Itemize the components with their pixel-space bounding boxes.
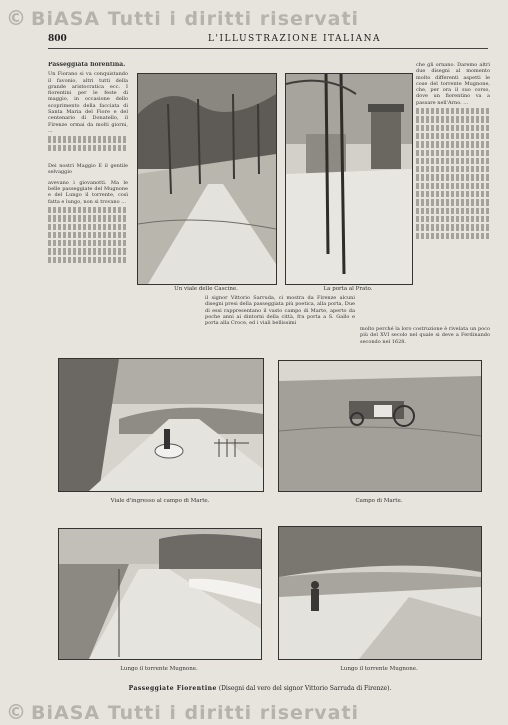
- watermark-bottom: [6, 700, 359, 724]
- text-line: [416, 108, 490, 114]
- center-text-block: [205, 295, 355, 337]
- text-line: [48, 224, 128, 230]
- page-header: [48, 34, 488, 48]
- illustration-viale-ingresso: [58, 358, 264, 492]
- watermark-text: BiASA Tutti i diritti riservati: [31, 8, 360, 30]
- center-text: il signor Vittorio Sarruda, ci mostra da Firenze alcuni disegni presi della passeggiata più poetica, alla porta, Due di essi rappresentano il vasto campo di Marte, aperto da poche anni ai dintorni della città, fra porta a S. Gallo e porta alla Croce, ed i viali bellissimi: [205, 295, 355, 327]
- text-line: [416, 224, 490, 230]
- text-line: [416, 199, 490, 205]
- caption-mugnone-2: Lungo il torrente Mugnone.: [340, 666, 418, 672]
- footer-title: Passeggiate Fiorentine: [128, 685, 217, 692]
- right-low-text: molto perché la loro costruzione è rivelata un poco più del XVI secolo nel quale si deve a Ferdinando secondo nel 1628.: [360, 326, 490, 345]
- text-line: [48, 207, 128, 213]
- left-low-text: avevano i giovanotti. Ma le belle passeggiate del Mugnone e del Lungo il torrente, così fatta e lungo, non si trovano ...: [48, 179, 128, 205]
- text-line: [48, 232, 128, 238]
- text-line: [416, 191, 490, 197]
- copyright-symbol: ©: [6, 700, 27, 724]
- caption-viale-ingresso: Viale d'ingresso al campo di Marte.: [110, 498, 210, 504]
- right-top-text: che gli ornano. Daremo altri due disegni al momento molto differenti aspetti le cose del torrente Mugnone, che, per ora il suo corso, dove un fiorentino va a passare nell'Arno. ...: [416, 62, 490, 106]
- text-line: [416, 116, 490, 122]
- left-mid-text: Dei nostri Maggio E il gentile selvaggio: [48, 163, 128, 176]
- left-text-column: [48, 62, 128, 362]
- page-number: 800: [48, 34, 67, 44]
- text-line: [416, 133, 490, 139]
- text-line: [416, 183, 490, 189]
- text-line: [416, 125, 490, 131]
- right-low-text-block: [360, 326, 490, 350]
- watermark-top: [6, 6, 359, 30]
- right-text-column: [416, 62, 490, 324]
- text-line: [416, 174, 490, 180]
- text-line: [48, 240, 128, 246]
- article-heading: Passeggiata fiorentina.: [48, 62, 126, 68]
- text-line: [48, 257, 128, 263]
- text-line: [48, 215, 128, 221]
- caption-porta-prato: La porta al Prato.: [323, 286, 373, 292]
- illustration-porta-prato: [285, 73, 413, 285]
- footer-credit: (Disegni dal vero del signor Vittorio Sarruda di Firenze).: [218, 685, 392, 692]
- text-line: [416, 208, 490, 214]
- text-line: [48, 145, 128, 151]
- illustration-mugnone-2: [278, 526, 482, 660]
- text-line: [416, 141, 490, 147]
- text-line: [416, 150, 490, 156]
- journal-title: L'ILLUSTRAZIONE ITALIANA: [208, 34, 381, 44]
- text-line: [48, 136, 128, 142]
- text-line: [416, 216, 490, 222]
- caption-campo-marte: Campo di Marte.: [355, 498, 403, 504]
- text-line: [416, 158, 490, 164]
- text-line: [48, 248, 128, 254]
- caption-cascine: Un viale delle Cascine.: [174, 286, 238, 292]
- page-footer-caption: [90, 685, 430, 692]
- copyright-symbol: ©: [6, 6, 27, 30]
- illustration-cascine: [137, 73, 277, 285]
- left-intro-text: Un Fiorano si va conquistando il favonio, altri tutti della grande aristocratica ecc. I fiorentini per le feste di maggio, in occasione dello scoprimento della facciata di Santa Maria del Fiore e del centenario di Donatello, il Firenze ormai da molti giorni, ...: [48, 71, 128, 134]
- text-line: [416, 233, 490, 239]
- illustration-mugnone-1: [58, 528, 262, 660]
- illustration-campo-marte: [278, 360, 482, 492]
- text-line: [416, 166, 490, 172]
- header-rule: [48, 48, 488, 49]
- caption-mugnone-1: Lungo il torrente Mugnone.: [120, 666, 198, 672]
- watermark-text: BiASA Tutti i diritti riservati: [31, 702, 360, 724]
